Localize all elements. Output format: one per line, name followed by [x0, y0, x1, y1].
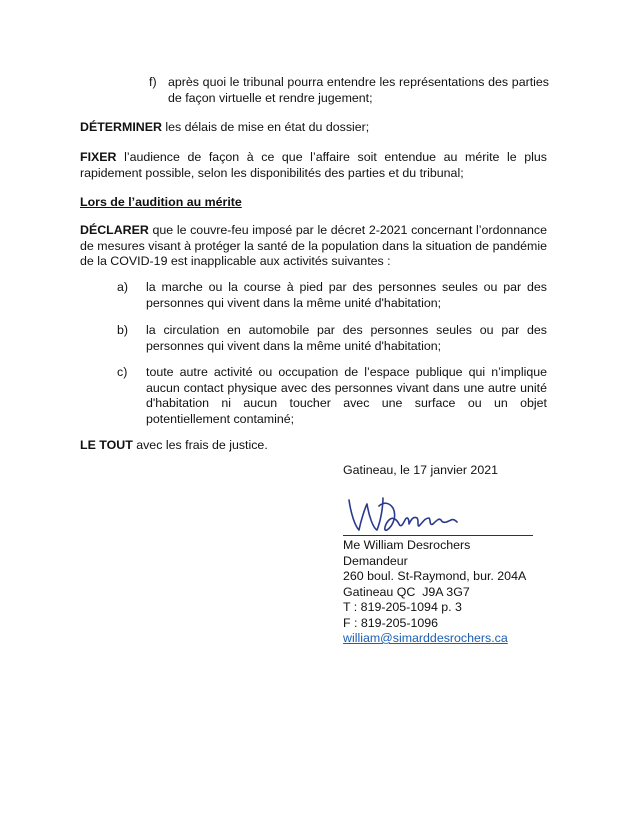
- phone-number: T : 819-205-1094 p. 3: [343, 600, 462, 614]
- item-label: b): [117, 323, 129, 337]
- item-label: c): [117, 365, 128, 379]
- determiner-paragraph: [80, 120, 547, 136]
- item-text: la circulation en automobile par des personnes seules ou par des personnes qui vivent dans la même unité d'habitation;: [146, 323, 547, 353]
- handwritten-signature: [343, 486, 463, 536]
- signature-line: [343, 535, 533, 536]
- item-label: a): [117, 280, 129, 294]
- item-text: la marche ou la course à pied par des personnes seules ou par des personnes qui vivent dans la même unité d'habitation;: [146, 280, 547, 310]
- signature-block: [343, 538, 543, 647]
- declarer-keyword: DÉCLARER: [80, 223, 149, 237]
- determiner-keyword: DÉTERMINER: [80, 120, 162, 134]
- declarer-paragraph: [80, 223, 547, 270]
- address-line-1: 260 boul. St-Raymond, bur. 204A: [343, 569, 527, 583]
- signatory-role: Demandeur: [343, 553, 408, 568]
- item-label: f): [149, 75, 157, 89]
- item-text: après quoi le tribunal pourra entendre les représentations des parties de façon virtuelle et rendre jugement;: [168, 75, 549, 105]
- signatory-name: Me William Desrochers: [343, 538, 471, 552]
- section-heading: Lors de l’audition au mérite: [80, 195, 242, 209]
- list-item-f: [149, 75, 549, 106]
- le-tout-text: avec les frais de justice.: [132, 438, 268, 452]
- fax-number: F : 819-205-1096: [343, 615, 439, 630]
- email-link[interactable]: william@simarddesrochers.ca: [343, 631, 508, 645]
- determiner-text: les délais de mise en état du dossier;: [161, 120, 370, 134]
- fixer-paragraph: [80, 150, 547, 181]
- place-date: Gatineau, le 17 janvier 2021: [343, 463, 498, 477]
- list-item-a: [117, 280, 547, 311]
- list-item-c: [117, 365, 547, 427]
- fixer-keyword: FIXER: [80, 150, 117, 164]
- fixer-text: l’audience de façon à ce que l’affaire soit entendue au mérite le plus rapidement possible, selon les disponibilités des parties et du tribunal;: [80, 150, 547, 180]
- declarer-text: que le couvre-feu imposé par le décret 2-2021 concernant l’ordonnance de mesures visant à protéger la santé de la population dans la situation de pandémie de la COVID-19 est inapplicable aux activités suivantes :: [80, 223, 547, 268]
- le-tout-paragraph: [80, 438, 547, 454]
- list-item-b: [117, 323, 547, 354]
- address-line-2: Gatineau QC J9A 3G7: [343, 584, 470, 599]
- le-tout-keyword: LE TOUT: [80, 438, 133, 452]
- item-text: toute autre activité ou occupation de l’espace publique qui n’implique aucun contact physique avec des personnes vivant dans une autre unité d'habitation ni aucun toucher avec une surface ou un objet potentiellement contaminé;: [146, 365, 547, 426]
